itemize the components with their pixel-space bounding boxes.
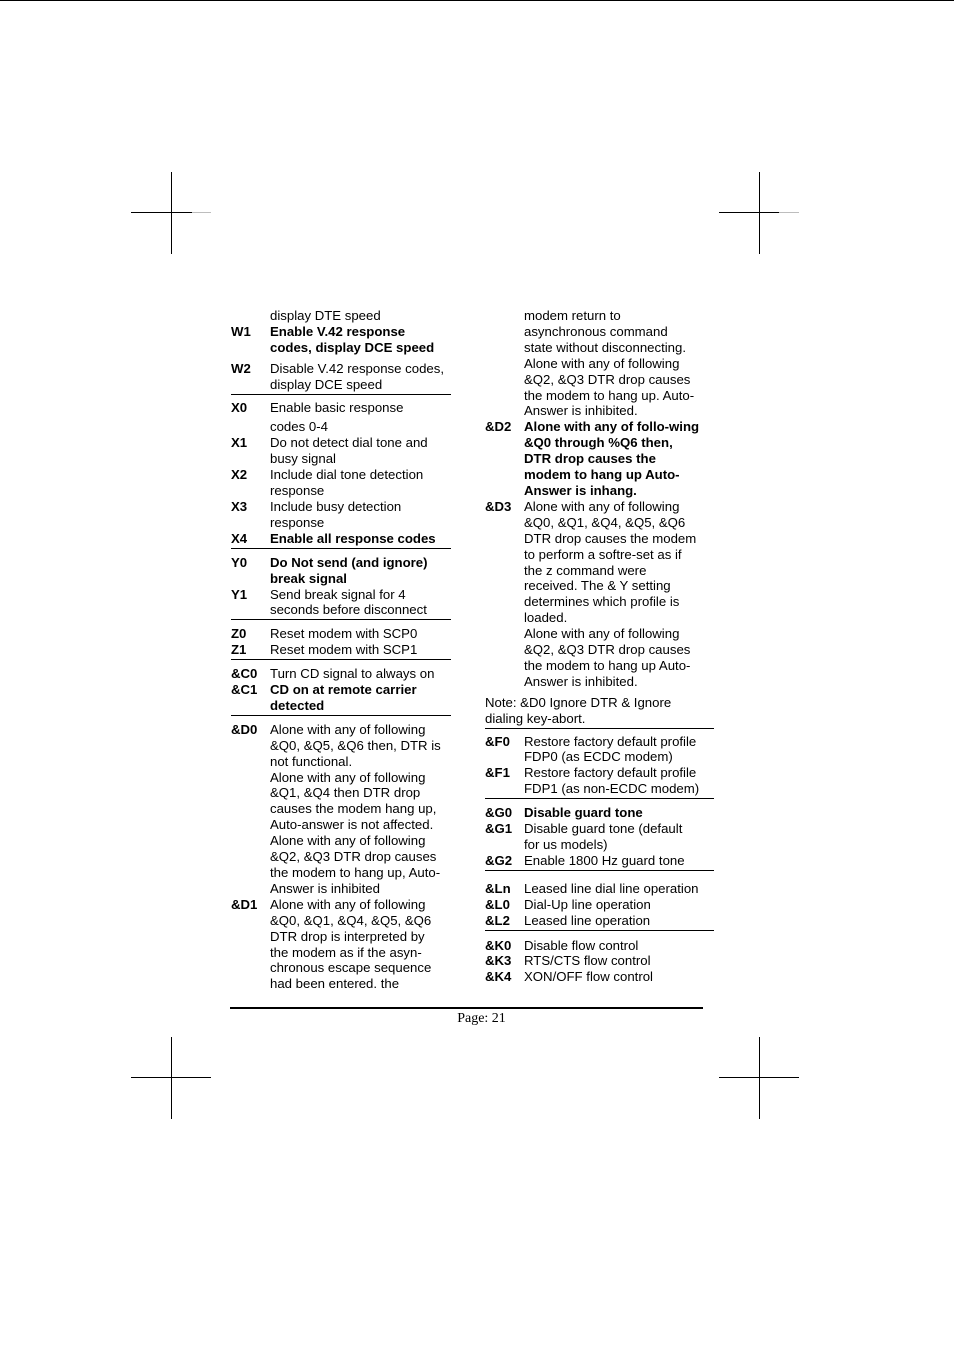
command-code: &D0 [231,721,258,737]
command-entry [485,938,714,954]
top-border-line [0,0,954,1]
command-entry [231,642,451,658]
command-code: &Ln [485,880,511,896]
command-description: Turn CD signal to always on [270,666,435,682]
command-entry [485,805,714,821]
command-description: display DTE speed [270,308,381,323]
command-description: Disable V.42 response codes, display DCE speed [270,360,444,392]
command-group [231,666,451,716]
command-group [231,361,451,395]
command-code: &C1 [231,682,258,698]
command-entry [231,531,451,547]
command-code: &D2 [485,419,512,435]
command-entry [485,765,714,797]
command-code: &K3 [485,953,512,969]
command-description: Enable basic response [270,399,404,415]
command-entry [231,666,451,682]
command-entry [485,419,714,499]
crop-mark [759,172,760,254]
command-code: &L0 [485,896,510,912]
crop-mark [192,212,211,213]
command-entry [485,953,714,969]
command-description: Leased line dial line operation [524,880,699,896]
command-entry [231,682,451,714]
command-group [485,938,714,986]
command-code: W1 [231,323,251,339]
note: Note: &D0 Ignore DTR & Ignore dialing key-abort. [485,694,672,726]
command-entry [231,467,451,499]
command-description: Alone with any of following &Q0, &Q5, &Q6 then, DTR is not functional. Alone with any of following &Q1, &Q4 then DTR drop causes the modem hang up, Auto-answer is not affected. Alone with any of following &Q2, &Q3 DTR drop causes the modem to hang up, Auto- Answer is inhibited [270,721,441,896]
command-code: X0 [231,399,248,415]
command-entry [231,897,451,992]
command-code: &K4 [485,969,512,985]
crop-mark [171,172,172,254]
command-description: Restore factory default profile FDP0 (as ECDC modem) [524,733,697,765]
command-code: X4 [231,530,248,546]
footer-rule [230,1007,703,1009]
command-code: X3 [231,498,248,514]
command-description: codes 0-4 [270,419,328,435]
command-entry [231,587,451,619]
crop-mark [719,1077,799,1078]
command-code: &G2 [485,852,513,868]
command-group [231,722,451,992]
crop-mark [759,1037,760,1119]
command-entry [231,308,451,324]
command-entry [485,881,714,897]
command-entry [485,308,714,419]
command-entry [485,853,714,869]
command-entry [231,555,451,587]
command-code: Y1 [231,586,248,602]
command-group [231,555,451,621]
command-description: Dial-Up line operation [524,896,651,912]
command-group [485,695,714,729]
command-code: &D1 [231,896,258,912]
page-number: Page: 21 [457,1011,506,1026]
command-entry [231,435,451,467]
command-description: Restore factory default profile FDP1 (as non-ECDC modem) [524,765,700,797]
command-code: Y0 [231,554,248,570]
command-description: Include busy detection response [270,498,402,530]
command-description: Alone with any of follo-wing &Q0 through %Q6 then, DTR drop causes the modem to hang up Auto- Answer is inhang. [524,419,700,498]
command-description: Do Not send (and ignore) break signal [270,554,428,586]
command-code: Z0 [231,626,247,642]
command-entry [231,499,451,531]
command-description: Include dial tone detection response [270,467,424,499]
command-entry [485,499,714,690]
crop-mark [131,212,192,213]
left-column [231,308,451,992]
command-code: X1 [231,435,248,451]
command-entry [231,324,451,356]
command-code: X2 [231,467,248,483]
command-code: &G1 [485,821,513,837]
command-entry [231,419,451,435]
command-group [231,400,451,549]
command-group [231,626,451,660]
command-group [231,308,451,356]
command-description: Enable all response codes [270,530,436,546]
command-description: Do not detect dial tone and busy signal [270,435,428,467]
command-code: &L2 [485,912,510,928]
command-description: Enable V.42 response codes, display DCE speed [270,323,435,355]
right-column [485,308,714,985]
command-description: Leased line operation [524,912,651,928]
command-entry [231,626,451,642]
command-code: &F1 [485,765,510,781]
command-description: Disable guard tone [524,805,643,821]
command-code: &G0 [485,805,513,821]
command-description: RTS/CTS flow control [524,953,651,969]
command-description: Reset modem with SCP1 [270,642,418,658]
command-group [485,881,714,931]
command-entry [485,734,714,766]
command-description: Disable flow control [524,937,639,953]
command-code: &F0 [485,733,510,749]
command-entry [231,400,451,416]
command-description: Alone with any of following &Q0, &Q1, &Q4, &Q5, &Q6 DTR drop causes the modem to perform a softre-set as if the z command were received. The & Y setting determines which profile is loaded. Alone with any of following &Q2, &Q3 DTR drop causes the modem to hang up Auto- Answer is inhibited. [524,498,697,689]
crop-mark [131,1077,211,1078]
command-entry [485,969,714,985]
command-description: modem return to asynchronous command state without disconnecting. Alone with any of following &Q2, &Q3 DTR drop causes the modem to hang up. Auto- Answer is inhibited. [524,308,695,419]
command-description: CD on at remote carrier detected [270,682,417,713]
crop-mark [171,1037,172,1119]
command-entry [485,821,714,853]
command-description: Alone with any of following &Q0, &Q1, &Q4, &Q5, &Q6 DTR drop is interpreted by the modem as if the asyn- chronous escape sequence had been entered. the [270,896,432,992]
command-description: Reset modem with SCP0 [270,626,418,642]
command-description: Disable guard tone (default for us models) [524,821,683,852]
command-description: Send break signal for 4 seconds before disconnect [270,586,427,618]
command-group [485,308,714,690]
command-description: XON/OFF flow control [524,969,653,985]
command-group [485,734,714,800]
command-code: &C0 [231,666,258,682]
command-description: Enable 1800 Hz guard tone [524,852,685,868]
command-code: &K0 [485,937,512,953]
command-code: W2 [231,360,251,376]
command-code: Z1 [231,642,247,658]
command-group [485,805,714,871]
command-code: &D3 [485,498,512,514]
command-entry [485,897,714,913]
command-entry [485,913,714,929]
crop-mark [719,212,779,213]
command-entry [231,722,451,897]
command-entry [231,361,451,393]
crop-mark [779,212,799,213]
